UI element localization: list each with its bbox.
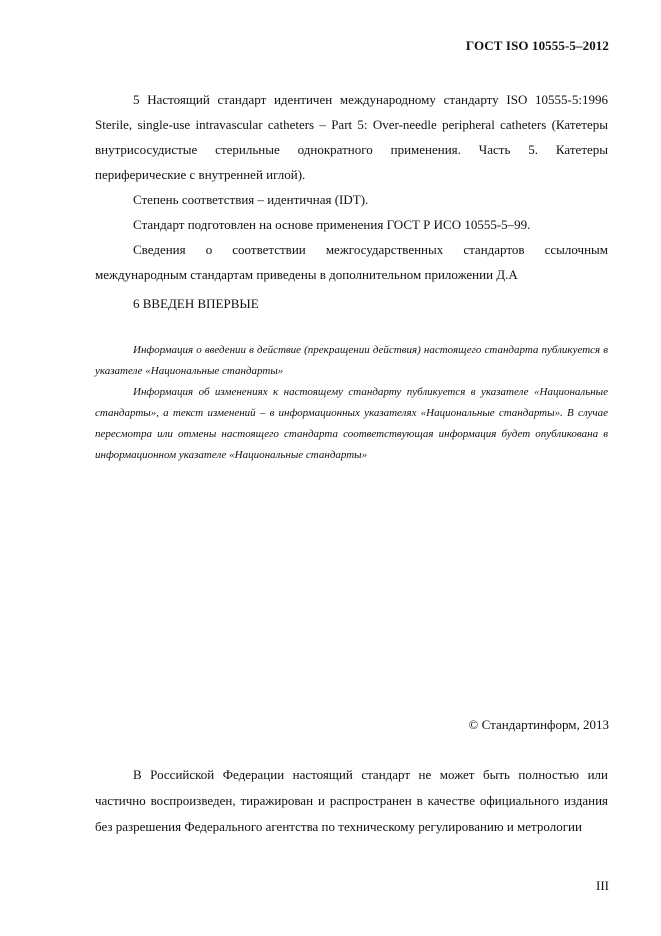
document-header: ГОСТ ISO 10555-5–2012 — [465, 38, 609, 53]
rights-paragraph: В Российской Федерации настоящий стандарт не может быть полностью или частично воспроизведен, тиражирован и распространен в качестве официального издания без разрешения Федерального агентства по техническому регулированию и метрологии — [95, 767, 608, 834]
section-6-heading: 6 ВВЕДЕН ВПЕРВЫЕ — [133, 296, 259, 311]
basis-statement: Стандарт подготовлен на основе применения ГОСТ Р ИСО 10555-5–99. — [133, 217, 531, 232]
page-number: III — [596, 878, 609, 893]
info-paragraph-1: Информация о введении в действие (прекращении действия) настоящего стандарта публикуется в указателе «Национальные стандарты» — [95, 344, 608, 377]
section-6-block — [95, 291, 608, 316]
section-5-block — [95, 87, 608, 287]
copyright-line: © Стандартинформ, 2013 — [468, 717, 609, 732]
section-5-paragraph: 5 Настоящий стандарт идентичен международному стандарту ISO 10555-5:1996 Sterile, single-use intravascular catheters – Part 5: Over-needle peripheral catheters (Катетеры внутрисосудистые стерильные однократного применения. Часть 5. Катетеры периферические с внутренней иглой). — [95, 92, 608, 182]
rights-block — [95, 762, 608, 840]
info-paragraph-2: Информация об изменениях к настоящему стандарту публикуется в указателе «Национальные стандарты», а текст изменений – в информационных указателях «Национальные стандарты». В случае пересмотра или отмены настоящего стандарта соответствующая информация будет опубликована в информационном указателе «Национальные стандарты» — [95, 386, 608, 461]
conformity-degree: Степень соответствия – идентичная (IDT). — [133, 192, 369, 207]
references-statement: Сведения о соответствии межгосударственных стандартов ссылочным международным стандартам приведены в дополнительном приложении Д.А — [95, 242, 608, 282]
info-block — [95, 340, 608, 466]
